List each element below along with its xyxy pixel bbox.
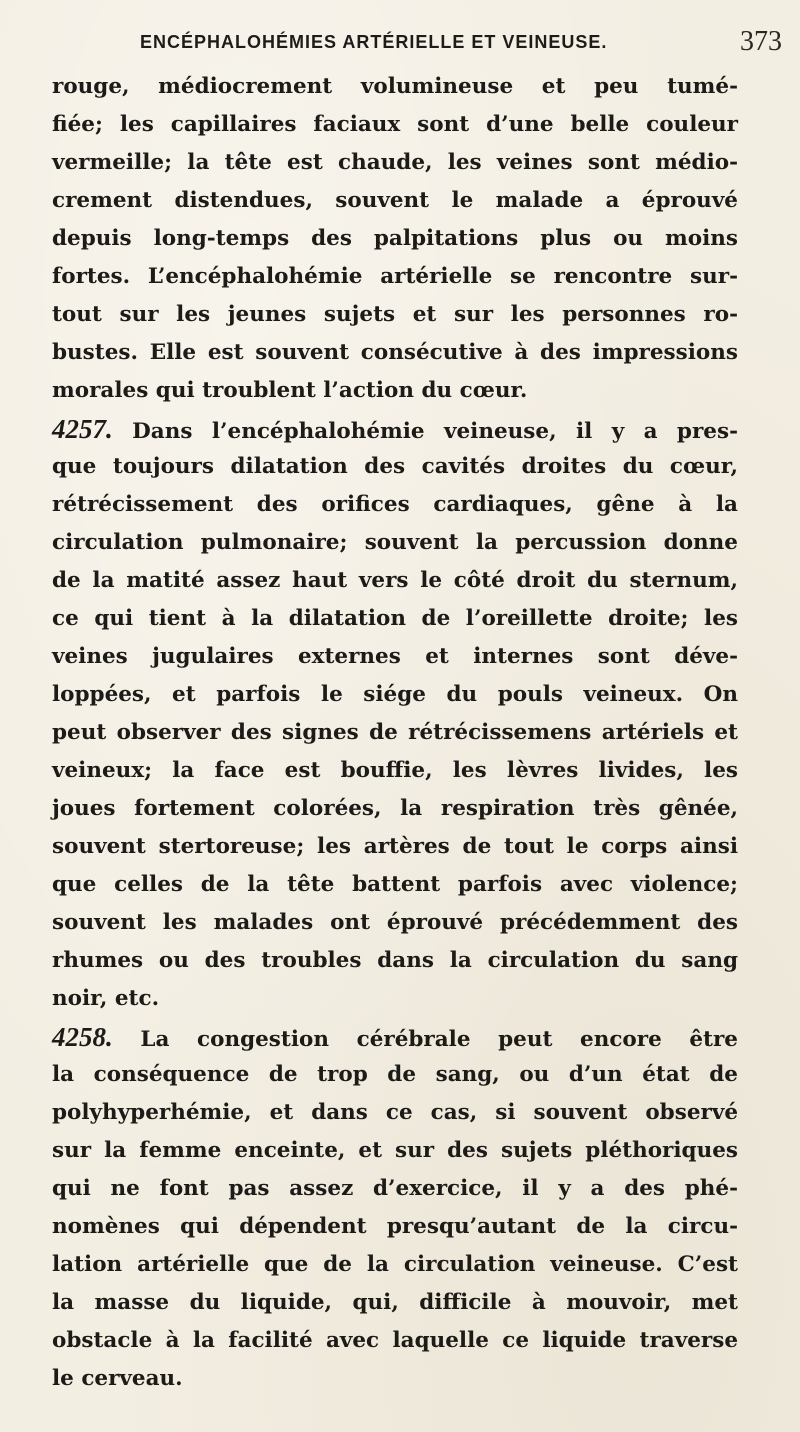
text-line: crement distendues, souvent le malade a éprouvé	[52, 188, 738, 213]
text-line: depuis long-temps des palpitations plus ou moins	[52, 226, 738, 251]
text-line: La congestion cérébrale peut encore être	[140, 1027, 738, 1052]
text-line: peut observer des signes de rétrécissemens artériels et	[52, 720, 738, 745]
text-line: veines jugulaires externes et internes sont déve-	[52, 644, 738, 669]
text-line: loppées, et parfois le siége du pouls veineux. On	[52, 682, 738, 707]
page-number: 373	[740, 26, 782, 57]
text-line: bustes. Elle est souvent consécutive à des impressions	[52, 340, 738, 365]
text-line: ce qui tient à la dilatation de l’oreillette droite; les	[52, 606, 738, 631]
text-line: que celles de la tête battent parfois avec violence;	[52, 872, 738, 897]
text-line: rhumes ou des troubles dans la circulation du sang	[52, 948, 738, 973]
text-line: rouge, médiocrement volumineuse et peu tumé-	[52, 74, 738, 99]
text-line: le cerveau.	[52, 1366, 183, 1391]
text-line: souvent stertoreuse; les artères de tout le corps ainsi	[52, 834, 738, 859]
text-line: noir, etc.	[52, 986, 160, 1011]
text-line: polyhyperhémie, et dans ce cas, si souvent observé	[52, 1100, 738, 1125]
text-line: souvent les malades ont éprouvé précédemment des	[52, 910, 738, 935]
text-line: nomènes qui dépendent presqu’autant de la circu-	[52, 1214, 738, 1239]
text-line: la masse du liquide, qui, difficile à mouvoir, met	[52, 1290, 738, 1315]
paragraph-number: 4258.	[52, 1022, 113, 1052]
text-line: veineux; la face est bouffie, les lèvres livides, les	[52, 758, 738, 783]
text-line: sur la femme enceinte, et sur des sujets pléthoriques	[52, 1138, 738, 1163]
text-line: de la matité assez haut vers le côté droit du sternum,	[52, 568, 738, 593]
paragraph-first-line	[52, 410, 738, 448]
paragraph-number: 4257.	[52, 414, 113, 444]
paragraph-first-line	[52, 1018, 738, 1056]
text-line: Dans l’encéphalohémie veineuse, il y a pres-	[132, 419, 738, 444]
text-line: rétrécissement des orifices cardiaques, gêne à la	[52, 492, 738, 517]
text-line: morales qui troublent l’action du cœur.	[52, 378, 528, 403]
text-line: que toujours dilatation des cavités droites du cœur,	[52, 454, 738, 479]
text-line: qui ne font pas assez d’exercice, il y a des phé-	[52, 1176, 738, 1201]
text-line: obstacle à la facilité avec laquelle ce liquide traverse	[52, 1328, 738, 1353]
text-line: la conséquence de trop de sang, ou d’un état de	[52, 1062, 738, 1087]
text-line: circulation pulmonaire; souvent la percussion donne	[52, 530, 738, 555]
running-title: ENCÉPHALOHÉMIES ARTÉRIELLE ET VEINEUSE.	[140, 32, 608, 52]
text-line: joues fortement colorées, la respiration très gênée,	[52, 796, 738, 821]
text-line: fortes. L’encéphalohémie artérielle se rencontre sur-	[52, 264, 738, 289]
text-line: vermeille; la tête est chaude, les veines sont médio-	[52, 150, 738, 175]
text-line: tout sur les jeunes sujets et sur les personnes ro-	[52, 302, 738, 327]
text-line: fiée; les capillaires faciaux sont d’une belle couleur	[52, 112, 738, 137]
text-line: lation artérielle que de la circulation veineuse. C’est	[52, 1252, 738, 1277]
